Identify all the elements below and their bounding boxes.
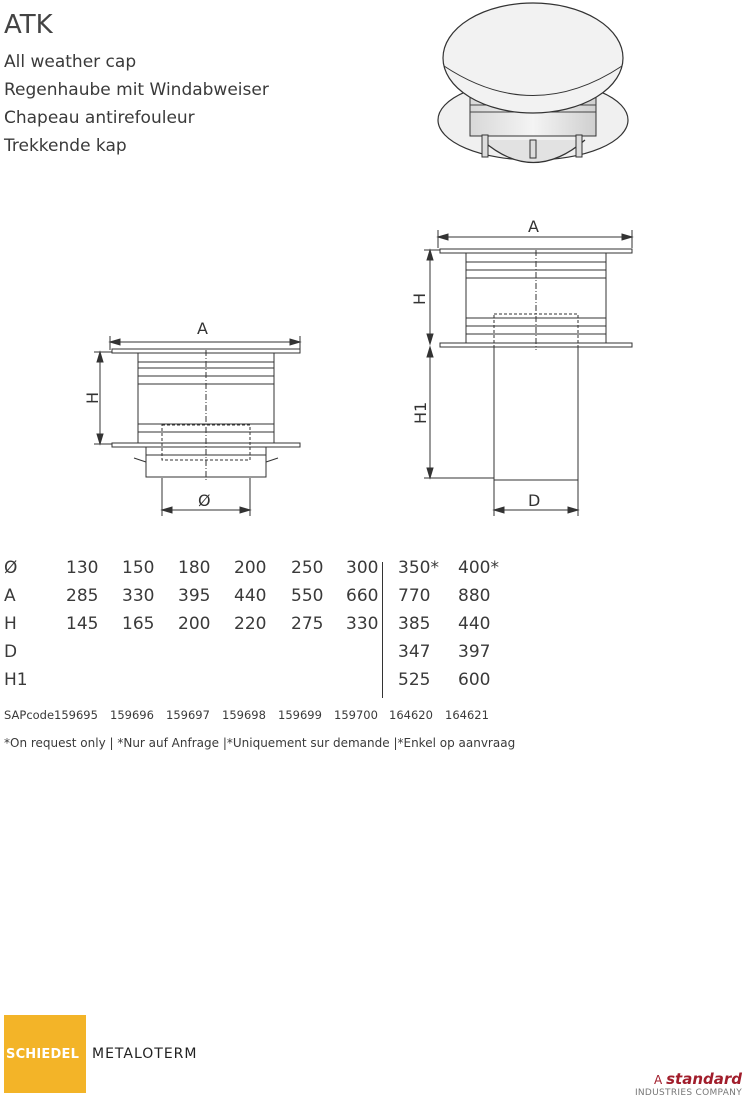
footnote: *On request only | *Nur auf Anfrage |*Uniquement sur demande |*Enkel op aanvraag <box>4 736 516 750</box>
technical-drawings <box>0 0 745 540</box>
spec-row-label: A <box>4 586 16 606</box>
spec-row-label: H1 <box>4 670 28 690</box>
spec-cell: 397 <box>458 642 491 662</box>
spec-cell: 880 <box>458 586 491 606</box>
spec-row-label: D <box>4 642 18 662</box>
brand-prefix: A <box>654 1073 663 1087</box>
spec-cell: 180 <box>178 558 211 578</box>
standard-industries-brand <box>635 1070 742 1098</box>
spec-cell: 440 <box>234 586 267 606</box>
sap-code: 159695 <box>54 708 98 722</box>
right-h1-label: H1 <box>411 401 430 424</box>
product-code: ATK <box>4 10 53 40</box>
right-a-label: A <box>528 217 539 236</box>
spec-cell: 130 <box>66 558 99 578</box>
spec-row-label: H <box>4 614 17 634</box>
right-h-label: H <box>410 292 429 305</box>
logo-box <box>4 1015 86 1093</box>
spec-cell: 250 <box>291 558 324 578</box>
left-dia-label: Ø <box>198 491 211 510</box>
left-a-label: A <box>197 319 208 338</box>
sap-code: 164621 <box>445 708 489 722</box>
sap-code: 159696 <box>110 708 154 722</box>
logo-secondary-text: METALOTERM <box>92 1046 198 1062</box>
spec-cell: 525 <box>398 670 431 690</box>
drawing-right <box>424 230 632 516</box>
spec-cell: 385 <box>398 614 431 634</box>
spec-cell: 350* <box>398 558 439 578</box>
spec-cell: 395 <box>178 586 211 606</box>
spec-cell: 200 <box>178 614 211 634</box>
left-h-label: H <box>83 391 102 404</box>
spec-cell: 330 <box>346 614 379 634</box>
spec-cell: 347 <box>398 642 431 662</box>
product-name-nl: Trekkende kap <box>4 136 127 156</box>
brand-sub: INDUSTRIES COMPANY <box>634 1088 742 1098</box>
sap-code: 159699 <box>278 708 322 722</box>
spec-cell: 550 <box>291 586 324 606</box>
right-d-label: D <box>528 491 541 510</box>
spec-cell: 275 <box>291 614 324 634</box>
sap-code: 159697 <box>166 708 210 722</box>
spec-cell: 770 <box>398 586 431 606</box>
spec-cell: 330 <box>122 586 155 606</box>
sap-code: 164620 <box>389 708 433 722</box>
spec-cell: 400* <box>458 558 499 578</box>
logo-main-text: SCHIEDEL <box>6 1047 80 1062</box>
drawing-left <box>94 336 300 516</box>
sap-code: 159698 <box>222 708 266 722</box>
spec-cell: 440 <box>458 614 491 634</box>
spec-cell: 165 <box>122 614 155 634</box>
spec-cell: 660 <box>346 586 379 606</box>
spec-row-label: Ø <box>4 558 18 578</box>
product-name-de: Regenhaube mit Windabweiser <box>4 80 269 100</box>
spec-cell: 145 <box>66 614 99 634</box>
spec-cell: 300 <box>346 558 379 578</box>
product-name-fr: Chapeau antirefouleur <box>4 108 195 128</box>
spec-cell: 200 <box>234 558 267 578</box>
spec-cell: 220 <box>234 614 267 634</box>
brand-name: standard <box>666 1070 742 1088</box>
product-name-en: All weather cap <box>4 52 137 72</box>
sap-code: 159700 <box>334 708 378 722</box>
spec-cell: 285 <box>66 586 99 606</box>
spec-cell: 150 <box>122 558 155 578</box>
sap-label: SAPcode <box>4 708 55 722</box>
table-separator <box>382 562 383 698</box>
schiedel-logo <box>4 1015 198 1093</box>
spec-cell: 600 <box>458 670 491 690</box>
